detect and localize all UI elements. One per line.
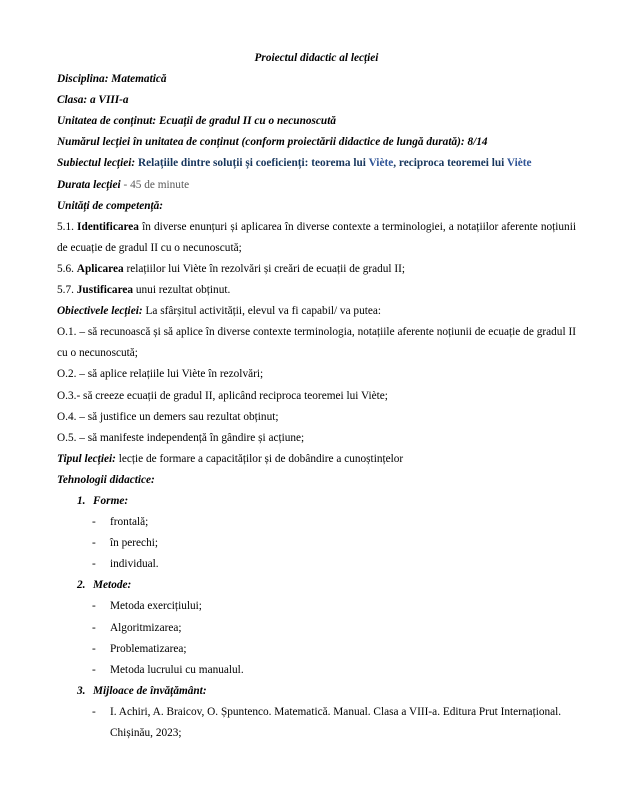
numbered-item-metode [57, 575, 576, 596]
clasa-text: Clasa: a VIII-a [57, 94, 129, 107]
objective-text: O.2. – să aplice relațiile lui Viète în rezolvări; [57, 368, 264, 381]
list-item-text: în perechi; [110, 537, 158, 550]
competency-rest: relațiilor lui Viète în rezolvări și creări de ecuații de gradul II; [123, 262, 406, 275]
durata-value: - 45 de minute [120, 178, 190, 191]
objective-text: O.3.- să creeze ecuații de gradul II, aplicând reciproca teoremei lui Viète; [57, 389, 388, 402]
numbered-item-forme [57, 491, 576, 512]
dash-bullet: - [92, 642, 96, 655]
tehnologii-header-text: Tehnologii didactice: [57, 473, 155, 486]
subiect-viete-1: Viète [368, 157, 394, 170]
dash-bullet: - [92, 600, 96, 613]
doc-title [57, 48, 576, 69]
dash-bullet: - [92, 705, 96, 718]
list-item-text: Problematizarea; [110, 642, 187, 655]
line-subiect [57, 153, 576, 174]
objective-text: O.1. – să recunoască și să aplice în diverse contexte terminologia, notațiile aferente noțiunii de ecuație de gradul II cu o necunoscută; [57, 326, 576, 360]
competency-verb: Identificarea [77, 220, 139, 233]
numarul-text: Numărul lecției în unitatea de conținut (conform proiectării didactice de lungă durată): 8/14 [57, 136, 488, 149]
subiect-label: Subiectul lecției: [57, 157, 136, 170]
competency-5-6 [57, 259, 576, 280]
tipul-value: lecție de formare a capacităților și de dobândire a cunoștințelor [115, 452, 404, 465]
list-item-text: I. Achiri, A. Braicov, O. Șpuntenco. Matematică. Manual. Clasa a VIII-a. Editura Prut Internațional. Chișinău, 2023; [110, 705, 562, 739]
line-unitatea [57, 111, 576, 132]
dash-bullet: - [92, 516, 96, 529]
item-number: 1. [77, 494, 86, 507]
competency-num: 5.1. [57, 220, 78, 233]
list-item [57, 702, 576, 744]
list-item-text: frontală; [110, 516, 149, 529]
competency-rest: unui rezultat obținut. [133, 284, 231, 297]
line-obiective [57, 301, 576, 322]
competency-num: 5.6. [57, 262, 77, 275]
list-item-text: Metoda lucrului cu manualul. [110, 663, 244, 676]
line-unitati-header [57, 196, 576, 217]
line-clasa [57, 90, 576, 111]
objective-text: O.4. – să justifice un demers sau rezultat obținut; [57, 410, 279, 423]
objective-text: O.5. – să manifeste independență în gândire și acțiune; [57, 431, 305, 444]
item-label: Mijloace de învățământ: [93, 684, 207, 697]
list-item [57, 512, 576, 533]
objective-o2 [57, 364, 576, 385]
objective-o3 [57, 386, 576, 407]
line-durata [57, 175, 576, 196]
durata-label: Durata lecției [57, 178, 121, 191]
unitati-header-text: Unități de competență: [57, 199, 164, 212]
item-label: Forme: [93, 494, 129, 507]
dash-bullet: - [92, 558, 96, 571]
line-disciplina [57, 69, 576, 90]
list-item [57, 618, 576, 639]
competency-num: 5.7. [57, 284, 77, 297]
dash-bullet: - [92, 663, 96, 676]
list-item-text: Algoritmizarea; [110, 621, 182, 634]
unitatea-text: Unitatea de conținut: Ecuații de gradul II cu o necunoscută [57, 115, 337, 128]
subiect-part1: Relațiile dintre soluții și coeficienți: teorema lui [135, 157, 369, 170]
item-number: 3. [77, 684, 86, 697]
competency-verb: Justificarea [76, 284, 134, 297]
item-label: Metode: [93, 579, 132, 592]
subiect-viete-2: Viète [506, 157, 532, 170]
competency-rest: în diverse enunțuri și aplicarea în diverse contexte a terminologiei, a notațiilor aferente noțiunii de ecuație de gradul II cu o necunoscută; [57, 220, 576, 254]
list-item-text: individual. [110, 558, 159, 571]
objective-o1 [57, 322, 576, 364]
dash-bullet: - [92, 621, 96, 634]
tipul-label: Tipul lecției: [57, 452, 116, 465]
dash-bullet: - [92, 537, 96, 550]
objective-o4 [57, 407, 576, 428]
item-number: 2. [77, 579, 86, 592]
obiective-intro: La sfârșitul activității, elevul va fi capabil/ va putea: [142, 305, 382, 318]
list-item [57, 596, 576, 617]
competency-verb: Aplicarea [76, 262, 124, 275]
line-tipul [57, 449, 576, 470]
line-tehnologii-header [57, 470, 576, 491]
disciplina-text: Disciplina: Matematică [57, 73, 167, 86]
list-item [57, 639, 576, 660]
competency-5-7 [57, 280, 576, 301]
list-item [57, 660, 576, 681]
competency-5-1 [57, 217, 576, 259]
objective-o5 [57, 428, 576, 449]
obiective-label: Obiectivele lecției: [57, 305, 143, 318]
list-item [57, 533, 576, 554]
numbered-item-mijloace [57, 681, 576, 702]
subiect-part2: , reciproca teoremei lui [393, 157, 507, 170]
list-item [57, 554, 576, 575]
doc-title-text: Proiectul didactic al lecției [254, 52, 379, 64]
line-numarul [57, 132, 576, 153]
list-item-text: Metoda exercițiului; [110, 600, 202, 613]
